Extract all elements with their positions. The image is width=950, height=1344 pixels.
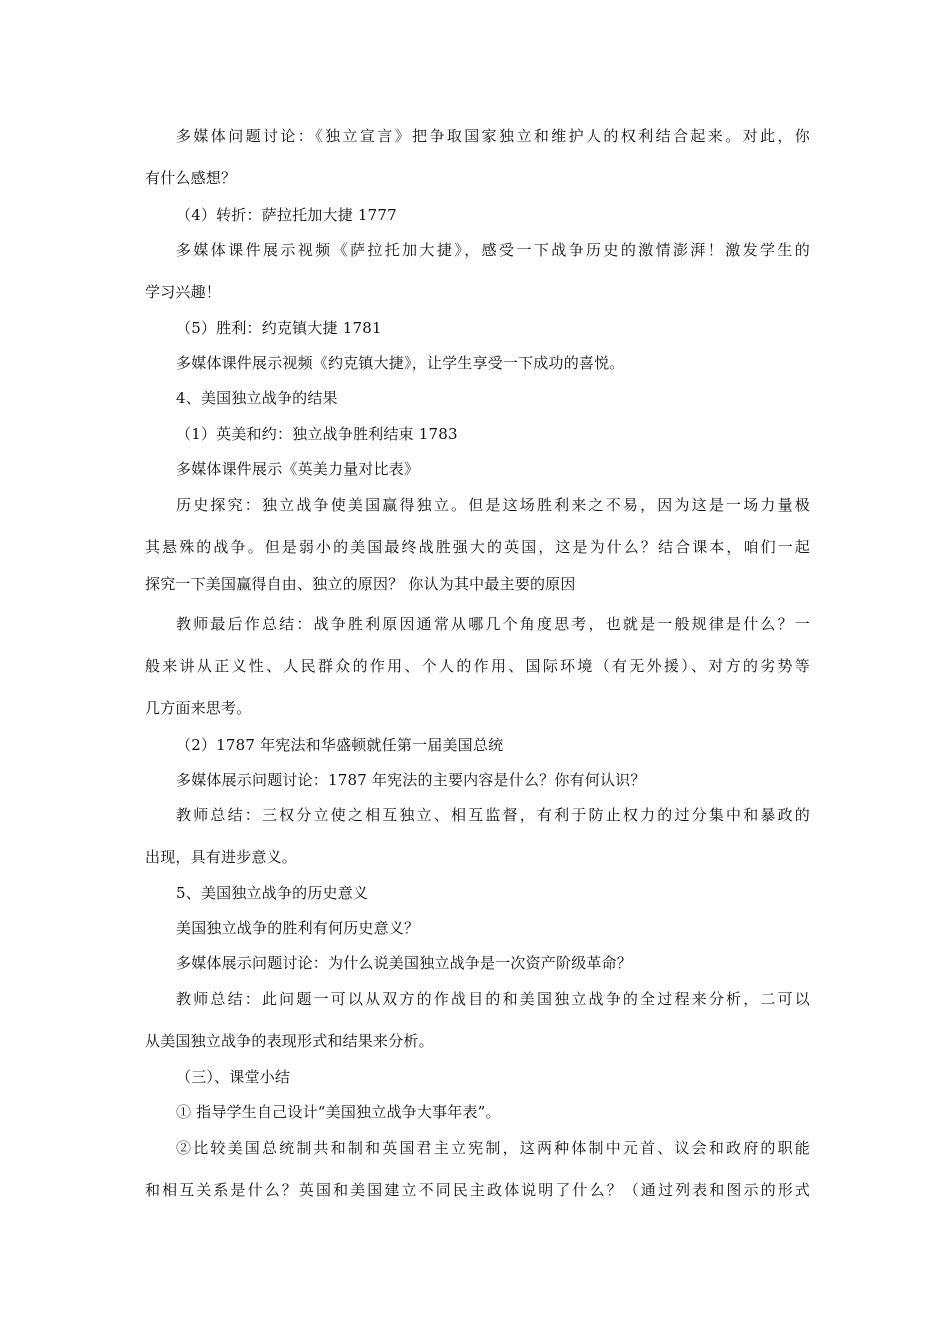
section-heading: （4）转折：萨拉托加大捷 1777 <box>176 206 397 224</box>
paragraph-line: 多媒体课件展示视频《约克镇大捷》，让学生享受一下成功的喜悦。 <box>176 354 625 372</box>
paragraph-line: 多媒体问题讨论：《独立宣言》把争取国家独立和维护人的权利结合起来。对此，你 <box>176 127 810 145</box>
paragraph-line: 多媒体展示问题讨论：为什么说美国独立战争是一次资产阶级革命？ <box>176 954 633 972</box>
paragraph-line: 历史探究：独立战争使美国赢得独立。但是这场胜利来之不易，因为这是一场力量极 <box>176 496 810 514</box>
paragraph-line: 多媒体展示问题讨论：1787 年宪法的主要内容是什么？你有何认识？ <box>176 771 646 789</box>
section-heading: 4、美国独立战争的结果 <box>176 389 338 407</box>
paragraph-line: 几方面来思考。 <box>145 699 252 717</box>
paragraph-line: 其悬殊的战争。但是弱小的美国最终战胜强大的英国，这是为什么？结合课本，咱们一起 <box>145 538 810 556</box>
paragraph-line: 般来讲从正义性、人民群众的作用、个人的作用、国际环境（有无外援）、对方的劣势等 <box>145 657 810 675</box>
section-heading: （三）、课堂小结 <box>176 1068 291 1086</box>
paragraph-line: 美国独立战争的胜利有何历史意义？ <box>176 919 420 937</box>
paragraph-line: 探究一下美国赢得自由、独立的原因？ 你认为其中最主要的原因 <box>145 575 576 593</box>
paragraph-line: 多媒体课件展示《英美力量对比表》 <box>176 460 420 478</box>
paragraph-line: 教师总结：此问题一可以从双方的作战目的和美国独立战争的全过程来分析，二可以 <box>176 990 810 1008</box>
paragraph-line: 教师最后作总结：战争胜利原因通常从哪几个角度思考，也就是一般规律是什么？一 <box>176 615 810 633</box>
paragraph-line: ① 指导学生自己设计“美国独立战争大事年表”。 <box>176 1103 501 1121</box>
section-heading: （2）1787 年宪法和华盛顿就任第一届美国总统 <box>176 736 504 754</box>
paragraph-line: 和相互关系是什么？英国和美国建立不同民主政体说明了什么？（通过列表和图示的形式 <box>145 1181 810 1199</box>
paragraph-line: 学习兴趣！ <box>145 283 222 301</box>
paragraph-line: 有什么感想？ <box>145 169 237 187</box>
paragraph-line: 从美国独立战争的表现形式和结果来分析。 <box>145 1032 434 1050</box>
paragraph-line: 出现，具有进步意义。 <box>145 848 298 866</box>
section-heading: （5）胜利：约克镇大捷 1781 <box>176 319 382 337</box>
section-heading: （1）英美和约：独立战争胜利结束 1783 <box>176 425 458 443</box>
paragraph-line: ②比较美国总统制共和制和英国君主立宪制，这两种体制中元首、议会和政府的职能 <box>176 1139 810 1157</box>
paragraph-line: 多媒体课件展示视频《萨拉托加大捷》，感受一下战争历史的激情澎湃！激发学生的 <box>176 241 810 259</box>
paragraph-line: 教师总结：三权分立使之相互独立、相互监督，有利于防止权力的过分集中和暴政的 <box>176 806 810 824</box>
section-heading: 5、美国独立战争的历史意义 <box>176 884 369 902</box>
